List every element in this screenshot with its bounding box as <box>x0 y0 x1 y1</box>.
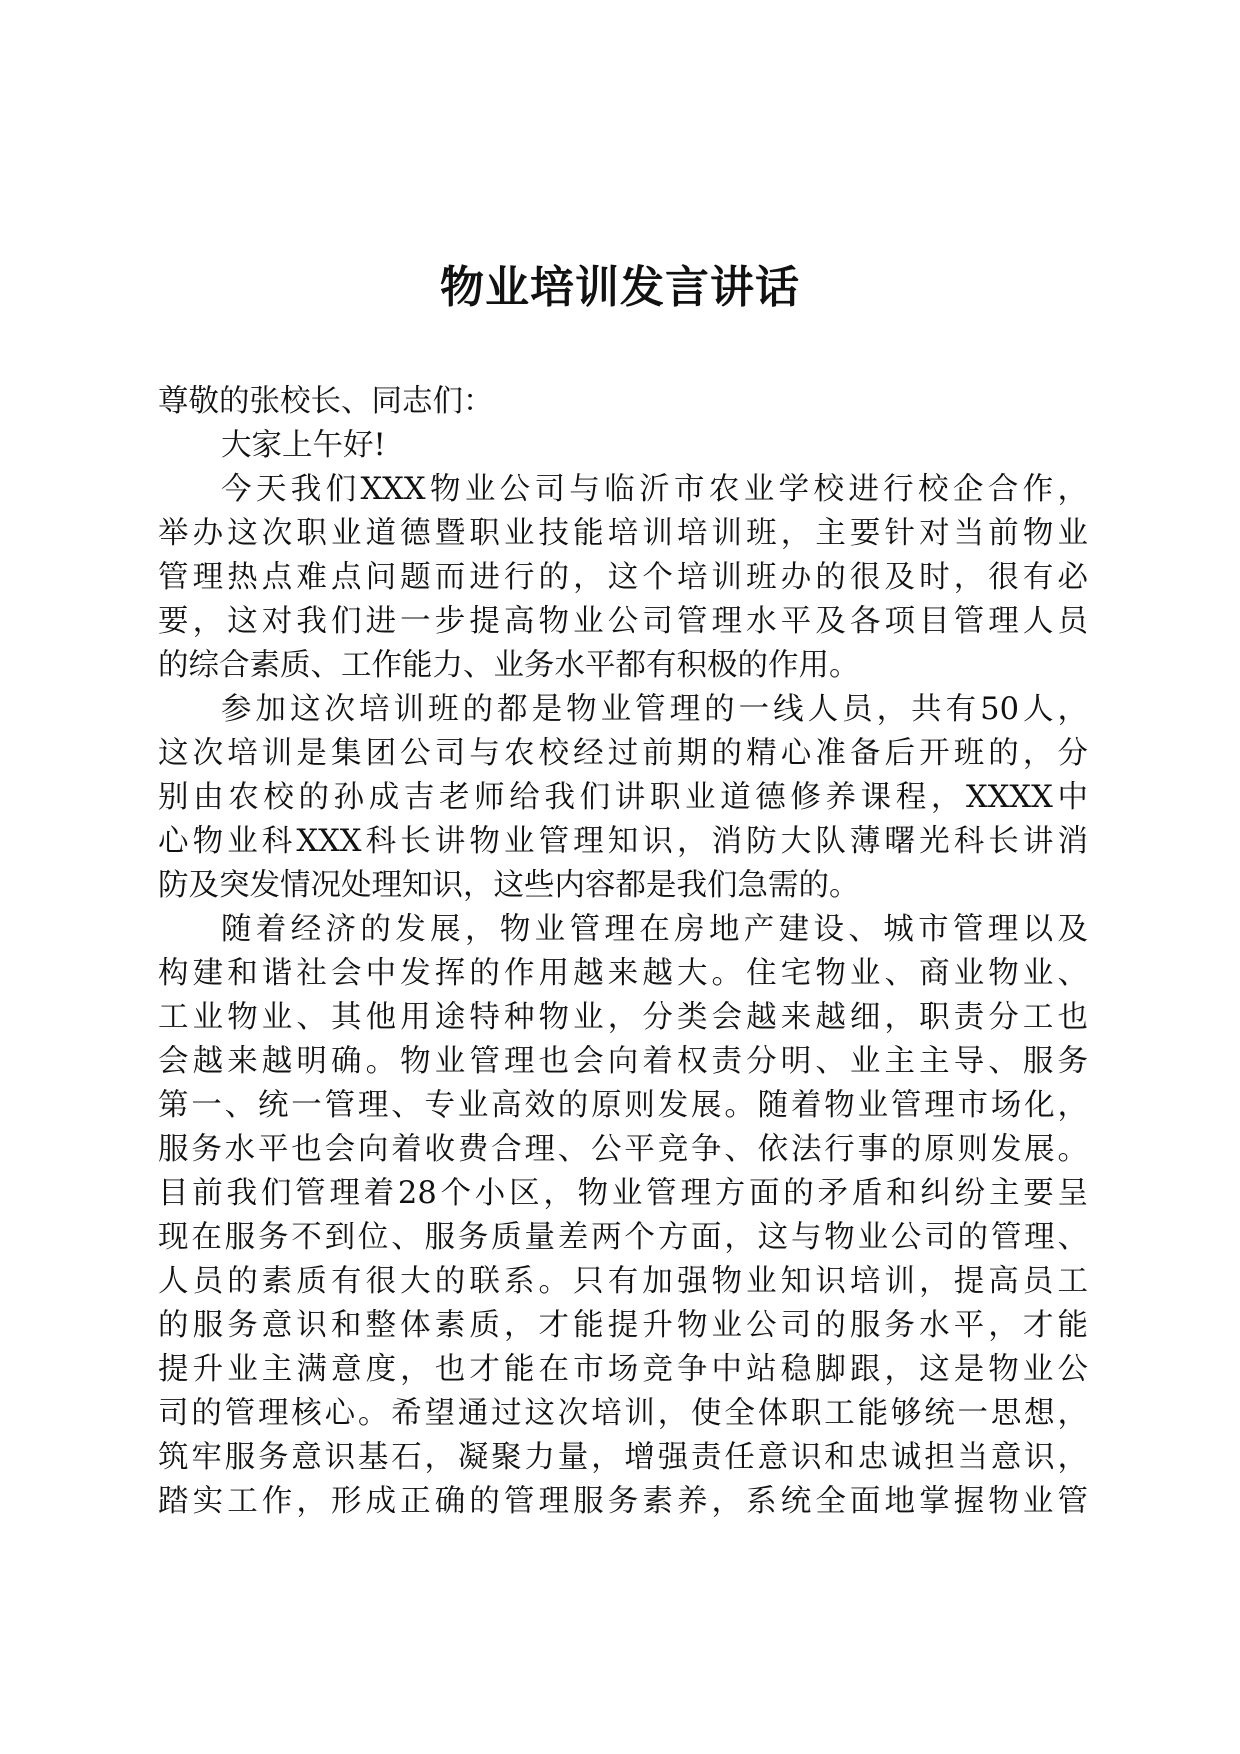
greeting-line: 大家上午好! <box>221 428 386 463</box>
paragraph-2-line-5: 防及突发情况处理知识，这些内容都是我们急需的。 <box>158 868 860 903</box>
paragraph-3-line-7: 目前我们管理着28个小区，物业管理方面的矛盾和纠纷主要呈 <box>158 1176 1088 1211</box>
paragraph-1-line-4: 要，这对我们进一步提高物业公司管理水平及各项目管理人员 <box>158 604 1088 639</box>
paragraph-2-line-3: 别由农校的孙成吉老师给我们讲职业道德修养课程，XXXX中 <box>158 780 1088 815</box>
paragraph-1-line-5: 的综合素质、工作能力、业务水平都有积极的作用。 <box>158 648 860 683</box>
paragraph-3-line-10: 的服务意识和整体素质，才能提升物业公司的服务水平，才能 <box>158 1308 1088 1343</box>
paragraph-3-line-9: 人员的素质有很大的联系。只有加强物业知识培训，提高员工 <box>158 1264 1088 1299</box>
paragraph-3-line-8: 现在服务不到位、服务质量差两个方面，这与物业公司的管理、 <box>158 1220 1088 1255</box>
paragraph-2-line-2: 这次培训是集团公司与农校经过前期的精心准备后开班的，分 <box>158 736 1088 771</box>
document-title: 物业培训发言讲话 <box>440 262 800 313</box>
paragraph-3-line-2: 构建和谐社会中发挥的作用越来越大。住宅物业、商业物业、 <box>158 956 1088 991</box>
paragraph-2-line-4: 心物业科XXX科长讲物业管理知识，消防大队薄曙光科长讲消 <box>158 824 1088 859</box>
paragraph-3-line-14: 踏实工作，形成正确的管理服务素养，系统全面地掌握物业管 <box>158 1484 1088 1519</box>
paragraph-1-line-2: 举办这次职业道德暨职业技能培训培训班，主要针对当前物业 <box>158 516 1088 551</box>
paragraph-3-line-5: 第一、统一管理、专业高效的原则发展。随着物业管理市场化， <box>158 1088 1088 1123</box>
paragraph-3-line-1: 随着经济的发展，物业管理在房地产建设、城市管理以及 <box>221 912 1088 947</box>
document-body <box>158 380 1088 1524</box>
paragraph-3-line-12: 司的管理核心。希望通过这次培训，使全体职工能够统一思想， <box>158 1396 1088 1431</box>
paragraph-3-line-13: 筑牢服务意识基石，凝聚力量，增强责任意识和忠诚担当意识， <box>158 1440 1088 1475</box>
paragraph-3-line-4: 会越来越明确。物业管理也会向着权责分明、业主主导、服务 <box>158 1044 1088 1079</box>
salutation-line: 尊敬的张校长、同志们： <box>158 384 494 419</box>
paragraph-1-line-3: 管理热点难点问题而进行的，这个培训班办的很及时，很有必 <box>158 560 1088 595</box>
paragraph-3-line-3: 工业物业、其他用途特种物业，分类会越来越细，职责分工也 <box>158 1000 1088 1035</box>
paragraph-3-line-6: 服务水平也会向着收费合理、公平竞争、依法行事的原则发展。 <box>158 1132 1088 1167</box>
paragraph-1-line-1: 今天我们XXX物业公司与临沂市农业学校进行校企合作， <box>221 472 1088 507</box>
paragraph-3-line-11: 提升业主满意度，也才能在市场竞争中站稳脚跟，这是物业公 <box>158 1352 1088 1387</box>
paragraph-2-line-1: 参加这次培训班的都是物业管理的一线人员，共有50人， <box>221 692 1088 727</box>
